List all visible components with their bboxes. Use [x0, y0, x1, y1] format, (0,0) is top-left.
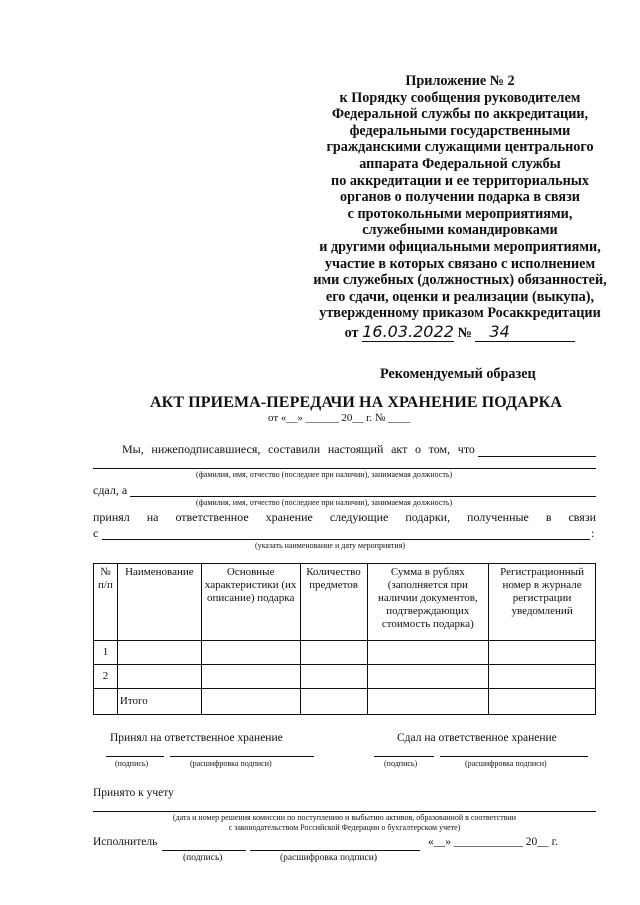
table-cell[interactable]	[300, 665, 367, 689]
col-header: № п/п	[94, 564, 118, 641]
header-line: служебными командировками	[362, 222, 558, 239]
header-line: ими служебных (должностных) обязанностей,	[313, 272, 607, 289]
field-line[interactable]	[130, 496, 596, 497]
recommended-sample: Рекомендуемый образец	[380, 366, 536, 382]
col-header: Количество предметов	[300, 564, 367, 641]
table-cell[interactable]	[367, 641, 489, 665]
accepted-storage-label: Принял на ответственное хранение	[110, 732, 283, 744]
decode-line[interactable]	[250, 850, 420, 851]
word: подарки,	[405, 510, 451, 524]
word: настоящий	[327, 442, 384, 456]
decode-caption: (расшифровка подписи)	[280, 853, 377, 863]
order-line	[270, 321, 640, 342]
header-line: Приложение № 2	[405, 73, 515, 89]
word: принял	[93, 510, 130, 524]
table-cell[interactable]: 1	[94, 641, 118, 665]
header-line: аппарата Федеральной службы	[359, 155, 561, 172]
table-cell[interactable]	[117, 665, 201, 689]
order-number: 34	[475, 324, 575, 342]
registered-label: Принято к учету	[93, 787, 174, 799]
col-header: Основные характеристики (их описание) подарка	[201, 564, 300, 641]
header-line: утвержденному приказом Росаккредитации	[319, 305, 601, 322]
table-cell[interactable]	[367, 665, 489, 689]
header-line: по аккредитации и ее территориальных	[331, 172, 589, 189]
decode-caption: (расшифровка подписи)	[465, 759, 547, 768]
caption-event: (указать наименование и дату мероприятия)	[255, 541, 406, 550]
order-from: от	[344, 324, 359, 341]
sign-caption: (подпись)	[384, 759, 418, 768]
table-cell[interactable]	[94, 689, 118, 715]
field-line[interactable]	[102, 539, 590, 540]
header-line: его сдачи, оценки и реализации (выкупа),	[325, 288, 595, 305]
caption-fio-2: (фамилия, имя, отчество (последнее при наличии), занимаемая должность)	[196, 498, 453, 507]
table-header-row	[94, 564, 596, 641]
table-cell[interactable]	[489, 689, 596, 715]
sign-line[interactable]	[162, 850, 246, 851]
word: связи	[568, 510, 596, 524]
table-cell[interactable]	[201, 641, 300, 665]
decode-line[interactable]	[440, 756, 588, 757]
field-line[interactable]	[93, 468, 596, 469]
field-line[interactable]	[478, 456, 596, 457]
table-row	[94, 665, 596, 689]
decode-line[interactable]	[170, 756, 314, 757]
word: о	[415, 442, 421, 456]
header-line: и другими официальными мероприятиями,	[319, 238, 601, 255]
word: что	[457, 442, 475, 456]
word: хранение	[265, 510, 313, 524]
gifts-table	[93, 563, 596, 715]
colon: :	[591, 526, 595, 540]
word: полученные	[467, 510, 529, 524]
field-line[interactable]	[93, 811, 596, 812]
caption-line: (дата и номер решения комиссии по поступлению и выбытию активов, образованной в соответствии	[172, 813, 517, 822]
header-line: участие в которых связано с исполнением	[324, 255, 596, 272]
table-cell[interactable]	[117, 641, 201, 665]
table-cell[interactable]	[300, 641, 367, 665]
header-line: к Порядку сообщения руководителем	[339, 89, 581, 106]
table-cell[interactable]	[489, 665, 596, 689]
header-line: Федеральной службы по аккредитации,	[331, 106, 589, 123]
order-no-label: №	[457, 324, 472, 341]
word: на	[146, 510, 159, 524]
table-cell[interactable]	[489, 641, 596, 665]
sign-line[interactable]	[374, 756, 434, 757]
accepted-sentence	[93, 510, 596, 525]
caption-fio-1: (фамилия, имя, отчество (последнее при наличии), занимаемая должность)	[196, 470, 453, 479]
word: Мы,	[122, 442, 144, 456]
header-line: органов о получении подарка в связи	[340, 189, 580, 206]
executor-date: «__» ____________ 20__ г.	[428, 836, 558, 848]
word: ответственное	[175, 510, 249, 524]
appendix-header	[270, 73, 640, 342]
col-header: Регистрационный номер в журнале регистрации уведомлений	[489, 564, 596, 641]
document-title: АКТ ПРИЕМА-ПЕРЕДАЧИ НА ХРАНЕНИЕ ПОДАРКА	[150, 394, 563, 411]
table-cell[interactable]	[367, 689, 489, 715]
gave-storage-label: Сдал на ответственное хранение	[397, 732, 557, 744]
caption-line: с законодательством Российской Федерации о бухгалтерском учете)	[228, 823, 461, 832]
word: следующие	[329, 510, 389, 524]
header-line: с протокольными мероприятиями,	[347, 205, 573, 222]
header-line: федеральными государственными	[349, 122, 571, 139]
word: составили	[268, 442, 321, 456]
sign-caption: (подпись)	[183, 853, 223, 863]
executor-label: Исполнитель	[93, 836, 158, 848]
registered-caption	[93, 813, 596, 833]
table-cell[interactable]	[201, 665, 300, 689]
header-line: гражданскими служащими центрального	[326, 139, 594, 156]
sign-caption: (подпись)	[115, 759, 149, 768]
gave-label: сдал, а	[93, 483, 128, 497]
word: нижеподписавшиеся,	[151, 442, 261, 456]
table-cell[interactable]: 2	[94, 665, 118, 689]
table-total-row	[94, 689, 596, 715]
word: том,	[428, 442, 451, 456]
sign-line[interactable]	[106, 756, 164, 757]
intro-sentence	[122, 442, 475, 457]
col-header: Наименование	[117, 564, 201, 641]
decode-caption: (расшифровка подписи)	[190, 759, 272, 768]
with-label: с	[93, 526, 99, 540]
col-header: Сумма в рублях (заполняется при наличии документов, подтверждающих стоимость подарка)	[367, 564, 489, 641]
word: акт	[391, 442, 408, 456]
total-label: Итого	[117, 689, 201, 715]
table-cell[interactable]	[201, 689, 300, 715]
order-date: 16.03.2022	[362, 321, 454, 341]
word: в	[545, 510, 552, 524]
table-row	[94, 641, 596, 665]
act-date-line: от «__» ______ 20__ г. № ____	[268, 412, 411, 424]
table-cell[interactable]	[300, 689, 367, 715]
